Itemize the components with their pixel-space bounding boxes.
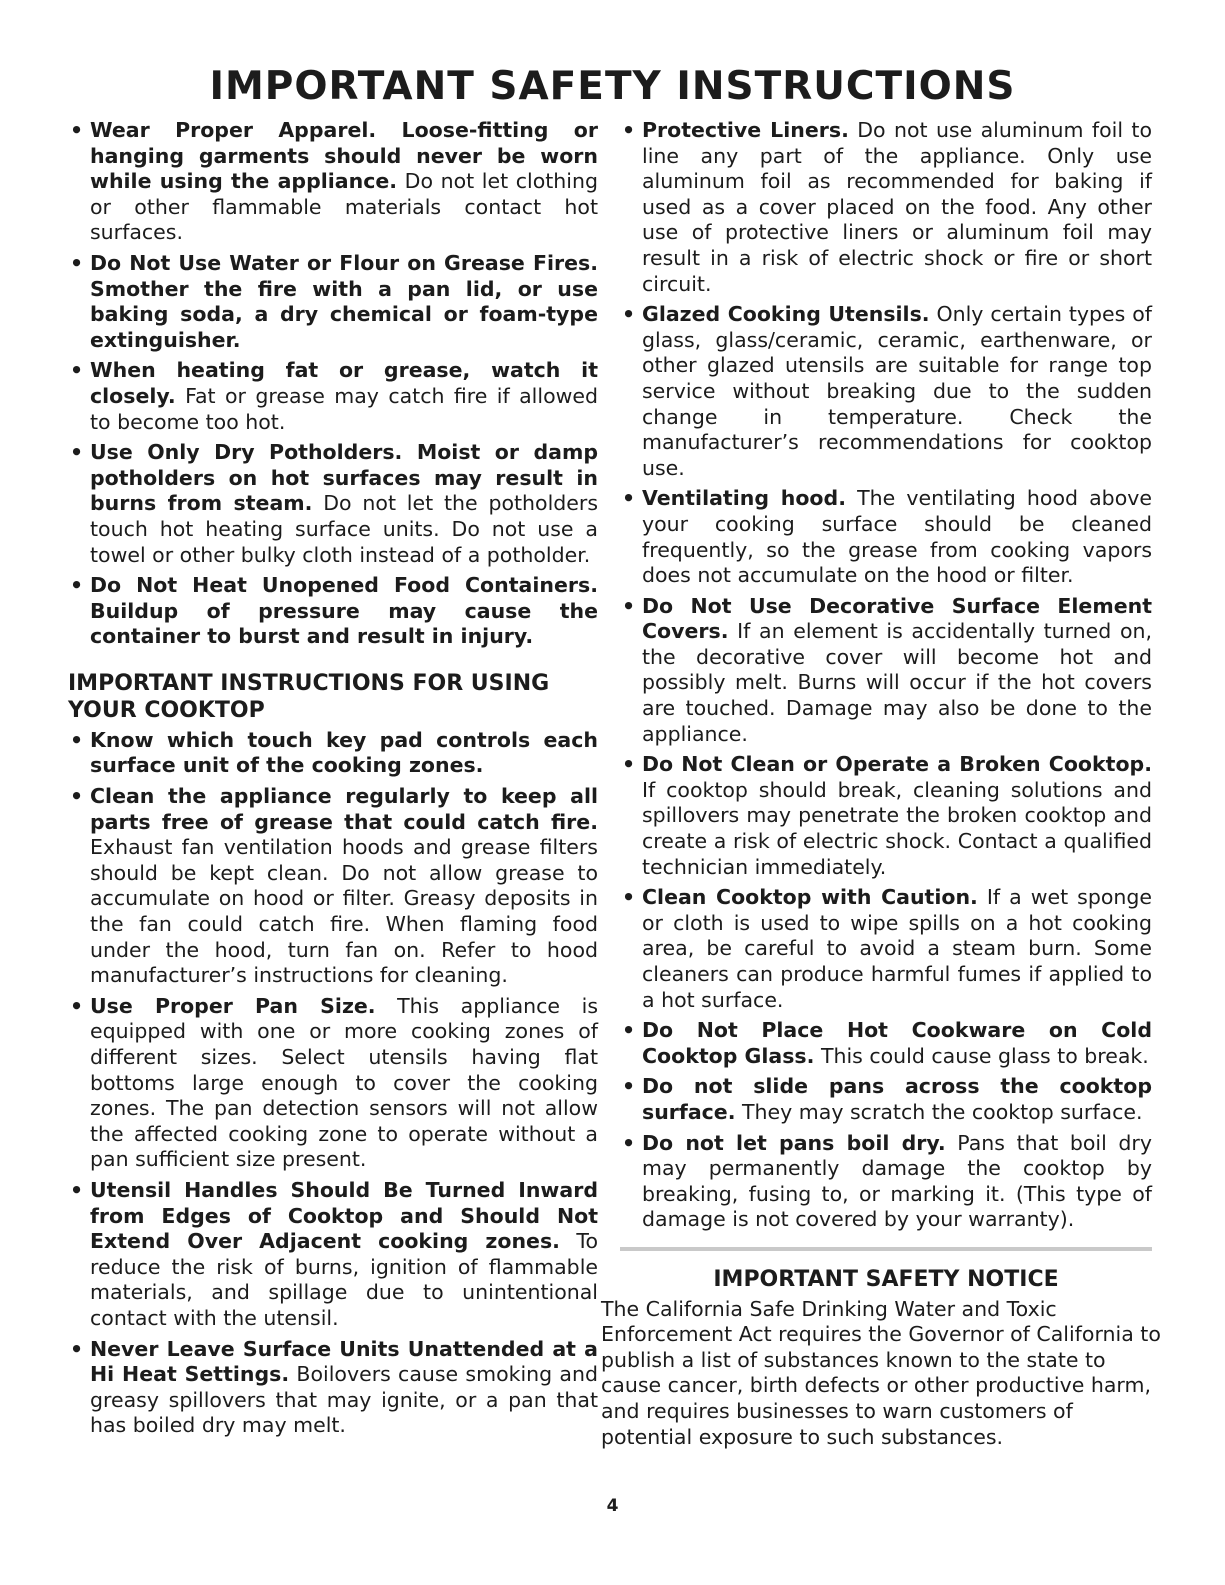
item-text: Exhaust fan ventilation hoods and grease filters should be kept clean. Do not allow grease to accumulate on hood or filter. Greasy deposits in the fan could catch fire. When flaming food under the hood, turn fan on. Refer to hood manufacturer’s instructions for cleaning. <box>90 835 598 988</box>
right-column <box>601 118 1161 1450</box>
item-bold-text: Do Not Clean or Operate a Broken Cooktop. <box>642 752 1152 777</box>
list-item <box>68 118 598 246</box>
bullet-icon: • <box>70 573 84 598</box>
item-bold-text: Use Proper Pan Size. <box>90 993 376 1018</box>
list-item <box>68 1337 598 1439</box>
bullet-icon: • <box>70 250 84 275</box>
item-text: Do not use aluminum foil to line any part of the appliance. Only use aluminum foil as recommended for baking if used as a cover placed on the food. Any other use of protective liners or aluminum foil may result in a risk of electric shock or fire or short circuit. <box>642 118 1152 296</box>
safety-list-cooktop <box>68 728 598 1439</box>
item-text: If a wet sponge or cloth is used to wipe spills on a hot cooking area, be careful to avoid a steam burn. Some cleaners can produce harmful fumes if applied to a hot surface. <box>642 885 1152 1012</box>
item-bold-text: Do not let pans boil dry. <box>642 1130 946 1155</box>
list-item <box>68 728 598 779</box>
item-bold-text: Glazed Cooking Utensils. <box>642 302 930 327</box>
left-column <box>68 118 598 1444</box>
item-bold-text: Never Leave Surface Units Unattended at a Hi Heat Settings. <box>90 1336 598 1387</box>
cooktop-section-heading: IMPORTANT INSTRUCTIONS FOR USING YOUR COOKTOP <box>68 670 550 723</box>
notice-heading: IMPORTANT SAFETY NOTICE <box>713 1266 1059 1292</box>
item-text: Pans that boil dry may permanently damage the cooktop by breaking, fusing to, or marking it. (This type of damage is not covered by your warranty). <box>642 1130 1152 1232</box>
list-item <box>68 573 598 650</box>
item-bold-text: Clean the appliance regularly to keep all parts free of grease that could catch fire. <box>90 784 598 834</box>
item-bold-text: Do Not Use Water or Flour on Grease Fires. Smother the fire with a pan lid, or use baking soda, a dry chemical or foam-type extinguisher. <box>90 250 598 352</box>
bullet-icon: • <box>622 118 636 142</box>
item-text: This could cause glass to break. <box>814 1043 1149 1068</box>
bullet-icon: • <box>622 593 636 618</box>
list-item <box>620 752 1152 880</box>
list-item <box>68 994 598 1173</box>
item-text: Fat or grease may catch fire if allowed to become too hot. <box>90 383 598 434</box>
list-item <box>620 1131 1152 1233</box>
item-bold-text: Do not slide pans across the cooktop surface. <box>642 1074 1152 1124</box>
bullet-icon: • <box>70 727 84 752</box>
bullet-icon: • <box>622 486 636 511</box>
bullet-icon: • <box>622 1018 636 1043</box>
item-text: Do not let the potholders touch hot heating surface units. Do not use a towel or other bulky cloth instead of a potholder. <box>90 491 599 567</box>
list-item <box>68 251 598 353</box>
item-text: To reduce the risk of burns, ignition of flammable materials, and spillage due to unintentional contact with the utensil. <box>90 1229 598 1330</box>
bullet-icon: • <box>70 118 84 142</box>
bullet-icon: • <box>70 1177 84 1202</box>
list-item <box>620 486 1152 588</box>
list-item <box>620 1074 1152 1125</box>
bullet-icon: • <box>622 1074 636 1099</box>
list-item <box>68 440 598 568</box>
bullet-icon: • <box>622 1130 636 1155</box>
list-item <box>68 1178 598 1332</box>
bullet-icon: • <box>70 440 84 465</box>
item-bold-text: Clean Cooktop with Caution. <box>642 885 978 910</box>
bullet-icon: • <box>70 784 84 809</box>
item-bold-text: Know which touch key pad controls each surface unit of the cooking zones. <box>90 727 598 778</box>
item-bold-text: Do Not Place Hot Cookware on Cold Cooktop Glass. <box>642 1018 1152 1068</box>
safety-list-general <box>68 118 598 650</box>
item-bold-text: Utensil Handles Should Be Turned Inward from Edges of Cooktop and Should Not Extend Over Adjacent cooking zones. <box>90 1177 598 1254</box>
page-number: 4 <box>606 1496 619 1516</box>
notice-body: The California Safe Drinking Water and Toxic Enforcement Act requires the Governor of California to publish a list of substances known to the state to cause cancer, birth defects or other productive harm, and requires businesses to warn customers of potential exposure to such substances. <box>601 1296 1161 1449</box>
item-text: They may scratch the cooktop surface. <box>735 1099 1143 1124</box>
list-item <box>68 784 598 989</box>
item-text: If cooktop should break, cleaning solutions and spillovers may penetrate the broken cooktop and create a risk of electric shock. Contact a qualified technician immediately. <box>642 777 1152 879</box>
list-item <box>620 885 1152 1013</box>
item-bold-text: Ventilating hood. <box>642 486 846 511</box>
bullet-icon: • <box>622 752 636 777</box>
item-bold-text: Wear Proper Apparel. Loose-fitting or hanging garments should never be worn while using the appliance. <box>90 118 598 194</box>
item-bold-text: When heating fat or grease, watch it closely. <box>90 358 598 408</box>
list-item <box>620 594 1152 748</box>
item-text: Do not let clothing or other flammable materials contact hot surfaces. <box>90 169 598 245</box>
bullet-icon: • <box>622 885 636 910</box>
bullet-icon: • <box>70 1336 84 1361</box>
bullet-icon: • <box>622 302 636 327</box>
bullet-icon: • <box>70 358 84 383</box>
item-bold-text: Use Only Dry Potholders. Moist or damp potholders on hot surfaces may result in burns from steam. <box>90 440 598 516</box>
section-divider <box>620 1247 1152 1251</box>
safety-list-right <box>620 118 1152 1233</box>
item-text: This appliance is equipped with one or more cooking zones of different sizes. Select utensils having flat bottoms large enough to cover the cooking zones. The pan detection sensors will not allow the affected cooking zone to operate without a pan sufficient size present. <box>90 993 598 1172</box>
item-bold-text: Protective Liners. <box>642 118 849 142</box>
list-item <box>620 1018 1152 1069</box>
list-item <box>68 358 598 435</box>
page-title: IMPORTANT SAFETY INSTRUCTIONS <box>209 64 1016 109</box>
bullet-icon: • <box>70 993 84 1018</box>
item-text: If an element is accidentally turned on, the decorative cover will become hot and possibly melt. Burns will occur if the hot covers are touched. Damage may also be done to the appliance. <box>642 619 1152 746</box>
item-bold-text: Do Not Heat Unopened Food Containers. Buildup of pressure may cause the container to burst and result in injury. <box>90 573 598 649</box>
item-text: The ventilating hood above your cooking surface should be cleaned frequently, so the grease from cooking vapors does not accumulate on the hood or filter. <box>642 486 1152 588</box>
item-text: Boilovers cause smoking and greasy spillovers that may ignite, or a pan that has boiled dry may melt. <box>90 1362 598 1438</box>
item-text: Only certain types of glass, glass/ceramic, ceramic, earthenware, or other glazed utensils are suitable for range top service without breaking due to the sudden change in temperature. Check the manufacturer’s recommendations for cooktop use. <box>642 302 1152 480</box>
list-item <box>620 302 1152 481</box>
item-bold-text: Do Not Use Decorative Surface Element Covers. <box>642 593 1152 644</box>
list-item <box>620 118 1152 297</box>
